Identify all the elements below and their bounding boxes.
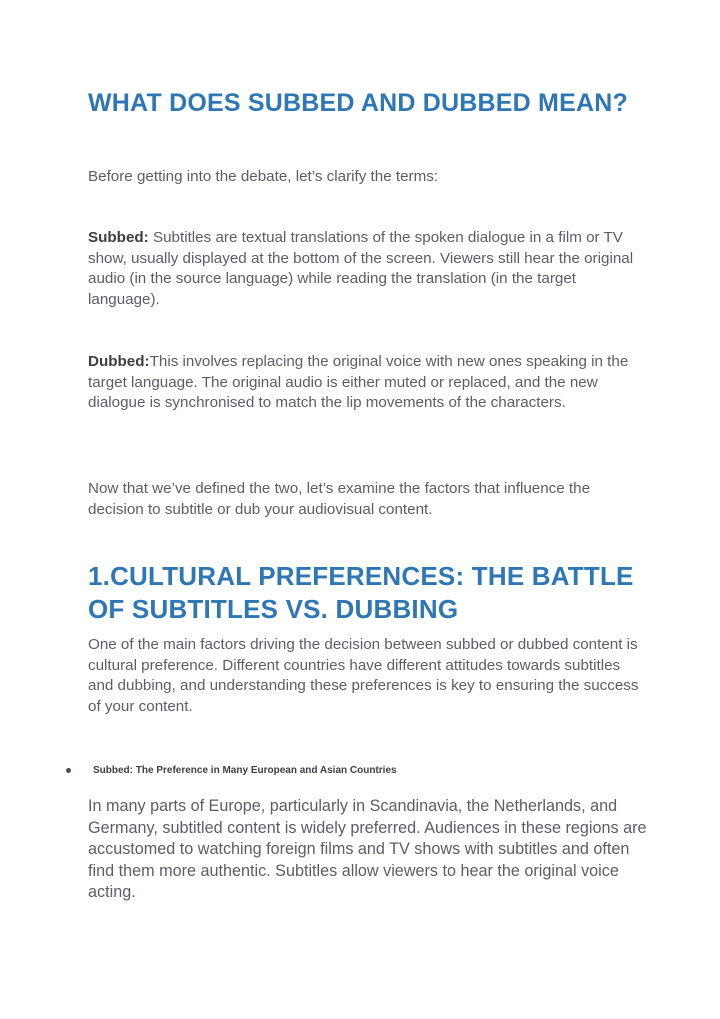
- bullet-list-item: [60, 762, 660, 778]
- cultural-preference-paragraph: One of the main factors driving the decision between subbed or dubbed content is cultural preference. Different countries have different attitudes towards subtitles and dubbing, and understanding these preferences is key to ensuring the success of your content.: [88, 636, 639, 715]
- bullet-icon: [66, 768, 71, 773]
- intro-paragraph: Before getting into the debate, let’s clarify the terms:: [88, 168, 439, 185]
- dubbed-definition-text: This involves replacing the original voice with new ones speaking in the target language. The original audio is either muted or replaced, and the new dialogue is synchronised to match the lip movements of the characters.: [88, 353, 629, 411]
- subbed-definition: [88, 228, 648, 310]
- dubbed-definition: [88, 352, 648, 414]
- section-heading-subbed-dubbed: WHAT DOES SUBBED AND DUBBED MEAN?: [88, 89, 628, 117]
- subbed-term: Subbed:: [88, 229, 149, 246]
- europe-paragraph: In many parts of Europe, particularly in Scandinavia, the Netherlands, and Germany, subtitled content is widely preferred. Audiences in these regions are accustomed to watching foreign films and TV shows with subtitles and often find them more authentic. Subtitles allow viewers to hear the original voice acting.: [88, 797, 647, 901]
- bullet-item-text: Subbed: The Preference in Many European and Asian Countries: [93, 764, 397, 776]
- transition-paragraph: Now that we’ve defined the two, let’s examine the factors that influence the decision to subtitle or dub your audiovisual content.: [88, 480, 591, 518]
- dubbed-term: Dubbed:: [88, 353, 150, 370]
- subbed-definition-text: Subtitles are textual translations of the spoken dialogue in a film or TV show, usually displayed at the bottom of the screen. Viewers still hear the original audio (in the source language) while reading the translation (in the target language).: [88, 229, 634, 308]
- section-heading-cultural-preferences: 1.CULTURAL PREFERENCES: THE BATTLE OF SUBTITLES VS. DUBBING: [88, 561, 634, 624]
